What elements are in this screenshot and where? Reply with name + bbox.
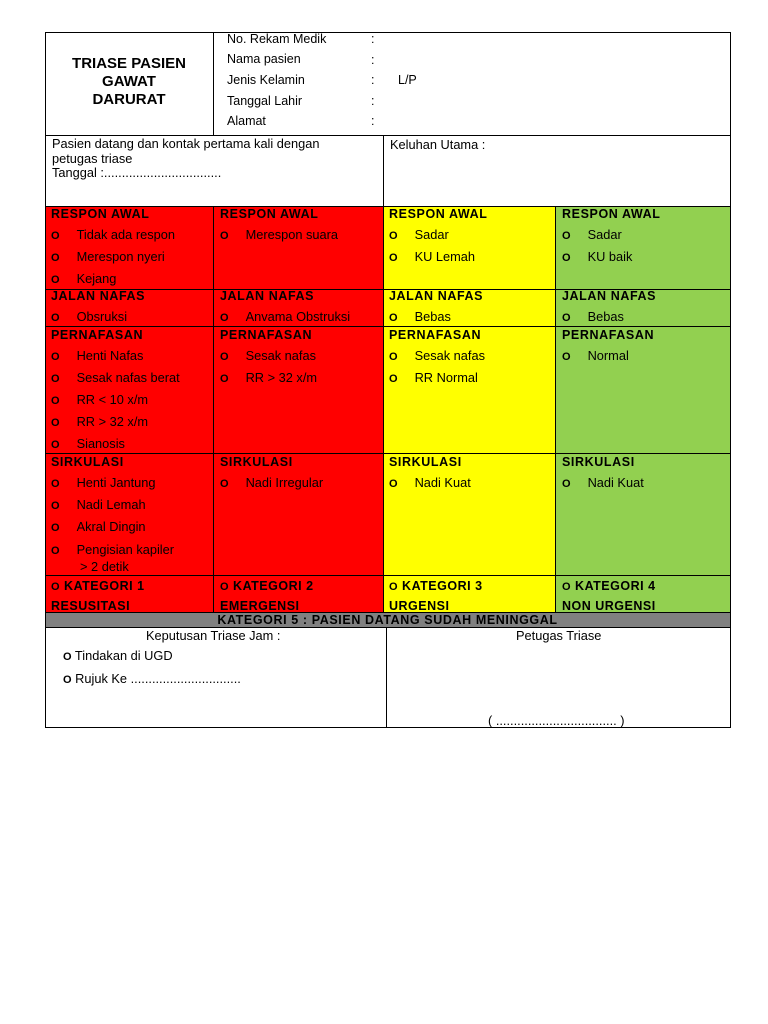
column-4-sirkulasi-header: SIRKULASI <box>562 455 635 469</box>
column-1-jalan-item: O Obsruksi <box>51 309 128 324</box>
column-4-pernafasan-item: O Normal <box>562 348 629 363</box>
divider-col-3-4 <box>555 206 556 613</box>
column-3-sirkulasi-item: O Nadi Kuat <box>389 475 471 490</box>
decision-option-rujuk[interactable]: O Rujuk Ke ............................... <box>63 671 241 686</box>
column-2-pernafasan-item: O RR > 32 x/m <box>220 370 318 385</box>
divider-col-1-2 <box>213 206 214 613</box>
column-3-jalan-header: JALAN NAFAS <box>389 289 484 303</box>
divider-arrival <box>383 135 384 207</box>
column-3-pernafasan-header: PERNAFASAN <box>389 328 482 342</box>
field-colon: : <box>371 94 375 108</box>
radio-icon[interactable]: O <box>51 351 60 363</box>
column-2-pernafasan-item: O Sesak nafas <box>220 348 316 363</box>
radio-icon[interactable]: O <box>389 478 398 490</box>
field-label-nama-pasien: Nama pasien <box>227 52 301 66</box>
column-3-pernafasan-item: O RR Normal <box>389 370 478 385</box>
column-4-pernafasan-header: PERNAFASAN <box>562 328 655 342</box>
radio-icon[interactable]: O <box>51 395 60 407</box>
officer-signature-line[interactable]: ( .................................. ) <box>488 713 625 728</box>
radio-icon[interactable]: O <box>51 545 60 557</box>
radio-icon[interactable]: O <box>51 312 60 324</box>
column-3-background <box>383 206 555 612</box>
officer-label: Petugas Triase <box>516 628 602 643</box>
radio-icon[interactable]: O <box>389 373 398 385</box>
radio-icon[interactable]: O <box>220 478 229 490</box>
column-3-sirkulasi-header: SIRKULASI <box>389 455 462 469</box>
radio-icon[interactable]: O <box>220 351 229 363</box>
radio-icon[interactable]: O <box>63 674 72 686</box>
field-colon: : <box>371 114 375 128</box>
column-1-pernafasan-item: O RR > 32 x/m <box>51 414 149 429</box>
border-bottom <box>45 727 731 728</box>
column-3-respon-item: O Sadar <box>389 227 449 242</box>
border-top <box>45 32 731 33</box>
radio-icon[interactable]: O <box>389 252 398 264</box>
border-sirkulasi-bottom <box>45 575 731 576</box>
column-1-respon-header: RESPON AWAL <box>51 207 150 221</box>
column-2-respon-item: O Merespon suara <box>220 227 339 242</box>
kategori-4-option[interactable]: O KATEGORI 4 NON URGENSI <box>562 579 656 613</box>
column-1-respon-item: O Kejang <box>51 271 117 286</box>
radio-icon[interactable]: O <box>51 478 60 490</box>
radio-icon[interactable]: O <box>389 581 399 593</box>
column-1-sirkulasi-item: O Pengisian kapiler <box>51 542 175 557</box>
column-1-pernafasan-item: O Sianosis <box>51 436 125 451</box>
column-2-sirkulasi-item: O Nadi Irregular <box>220 475 324 490</box>
radio-icon[interactable]: O <box>220 373 229 385</box>
field-value-jenis-kelamin: L/P <box>398 73 417 87</box>
arrival-date: Tanggal :................................. <box>52 165 222 180</box>
field-label-jenis-kelamin: Jenis Kelamin <box>227 73 305 87</box>
divider-col-2-3 <box>383 206 384 613</box>
column-1-pernafasan-item: O Henti Nafas <box>51 348 144 363</box>
field-colon: : <box>371 32 375 46</box>
kategori-5-label: KATEGORI 5 : PASIEN DATANG SUDAH MENINGGAL <box>217 613 558 627</box>
divider-bottom <box>386 627 387 728</box>
radio-icon[interactable]: O <box>51 581 61 593</box>
radio-icon[interactable]: O <box>51 439 60 451</box>
kategori-3-option[interactable]: O KATEGORI 3 URGENSI <box>389 579 483 613</box>
radio-icon[interactable]: O <box>51 417 60 429</box>
column-2-sirkulasi-header: SIRKULASI <box>220 455 293 469</box>
column-1-sirkulasi-item: O Akral Dingin <box>51 519 146 534</box>
radio-icon[interactable]: O <box>562 312 571 324</box>
column-1-sirkulasi-item-continued: > 2 detik <box>80 559 129 574</box>
column-2-background <box>213 206 383 612</box>
arrival-text: Pasien datang dan kontak pertama kali dengan petugas triase Tanggal :................................. <box>52 136 320 180</box>
column-2-pernafasan-header: PERNAFASAN <box>220 328 313 342</box>
column-3-respon-header: RESPON AWAL <box>389 207 488 221</box>
field-colon: : <box>371 53 375 67</box>
field-label-rekam-medik: No. Rekam Medik <box>227 32 327 46</box>
column-4-respon-header: RESPON AWAL <box>562 207 661 221</box>
column-4-background <box>555 206 730 612</box>
column-1-pernafasan-header: PERNAFASAN <box>51 328 144 342</box>
field-label-alamat: Alamat <box>227 114 266 128</box>
radio-icon[interactable]: O <box>51 252 60 264</box>
field-colon: : <box>371 73 375 87</box>
column-3-respon-item: O KU Lemah <box>389 249 476 264</box>
column-4-sirkulasi-item: O Nadi Kuat <box>562 475 644 490</box>
radio-icon[interactable]: O <box>220 581 230 593</box>
radio-icon[interactable]: O <box>220 230 229 242</box>
border-pernafasan-bottom <box>45 453 731 454</box>
radio-icon[interactable]: O <box>51 274 60 286</box>
form-title: TRIASE PASIEN GAWAT DARURAT <box>72 55 186 108</box>
radio-icon[interactable]: O <box>51 500 60 512</box>
border-right <box>730 32 731 728</box>
column-3-jalan-item: O Bebas <box>389 309 451 324</box>
column-4-jalan-item: O Bebas <box>562 309 624 324</box>
radio-icon[interactable]: O <box>51 373 60 385</box>
complaint-label: Keluhan Utama : <box>390 137 486 152</box>
radio-icon[interactable]: O <box>562 230 571 242</box>
column-1-sirkulasi-item: O Nadi Lemah <box>51 497 146 512</box>
column-3-pernafasan-item: O Sesak nafas <box>389 348 485 363</box>
decision-option-ugd[interactable]: O Tindakan di UGD <box>63 648 173 663</box>
radio-icon[interactable]: O <box>51 522 60 534</box>
column-1-sirkulasi-item: O Henti Jantung <box>51 475 156 490</box>
border-jalan-bottom <box>45 326 731 327</box>
radio-icon[interactable]: O <box>389 230 398 242</box>
column-1-sirkulasi-header: SIRKULASI <box>51 455 124 469</box>
radio-icon[interactable]: O <box>562 351 571 363</box>
column-1-pernafasan-item: O Sesak nafas berat <box>51 370 180 385</box>
column-1-pernafasan-item: O RR < 10 x/m <box>51 392 149 407</box>
radio-icon[interactable]: O <box>389 351 398 363</box>
column-1-jalan-header: JALAN NAFAS <box>51 289 146 303</box>
radio-icon[interactable]: O <box>562 252 571 264</box>
decision-label: Keputusan Triase Jam : <box>146 628 281 643</box>
kategori-1-option[interactable]: O KATEGORI 1 RESUSITASI <box>51 579 145 613</box>
radio-icon[interactable]: O <box>220 312 229 324</box>
column-2-jalan-header: JALAN NAFAS <box>220 289 315 303</box>
column-2-respon-header: RESPON AWAL <box>220 207 319 221</box>
kategori-2-option[interactable]: O KATEGORI 2 EMERGENSI <box>220 579 314 613</box>
divider-title <box>213 32 214 136</box>
column-4-respon-item: O Sadar <box>562 227 622 242</box>
column-4-jalan-header: JALAN NAFAS <box>562 289 657 303</box>
radio-icon[interactable]: O <box>51 230 60 242</box>
radio-icon[interactable]: O <box>562 478 571 490</box>
column-4-respon-item: O KU baik <box>562 249 633 264</box>
column-1-respon-item: O Tidak ada respon <box>51 227 175 242</box>
column-1-respon-item: O Merespon nyeri <box>51 249 165 264</box>
radio-icon[interactable]: O <box>389 312 398 324</box>
field-label-tanggal-lahir: Tanggal Lahir <box>227 94 303 108</box>
column-2-jalan-item: O Anvama Obstruksi <box>220 309 351 324</box>
radio-icon[interactable]: O <box>63 651 72 663</box>
radio-icon[interactable]: O <box>562 581 572 593</box>
